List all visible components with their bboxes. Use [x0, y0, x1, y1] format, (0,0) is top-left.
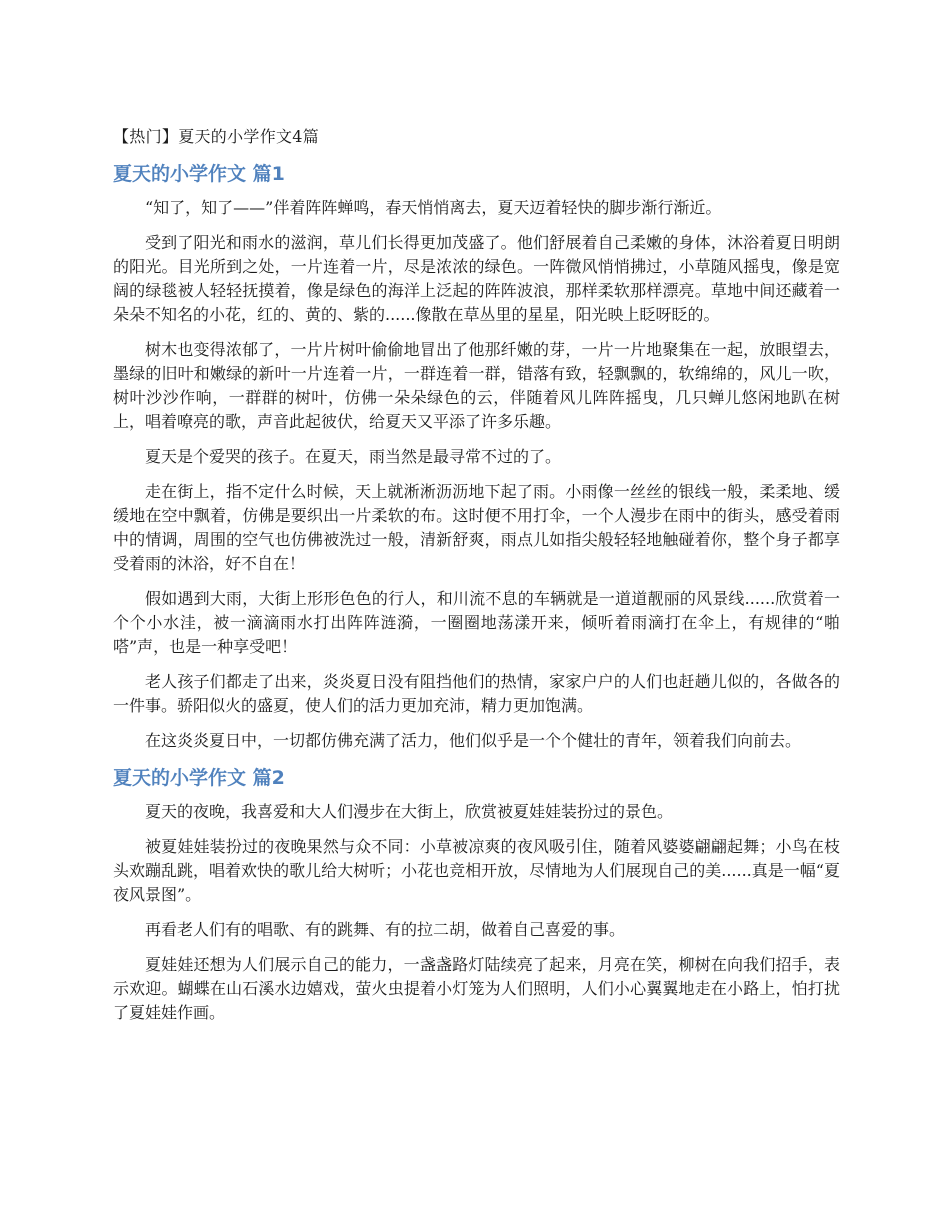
document-page [113, 124, 840, 1036]
section-heading: 夏天的小学作文 篇1 [113, 163, 285, 185]
paragraph: 受到了阳光和雨水的滋润，草儿们长得更加茂盛了。他们舒展着自己柔嫩的身体，沐浴着夏日明朗的阳光。目光所到之处，一片连着一片，尽是浓浓的绿色。一阵微风悄悄拂过，小草随风摇曳，像是宽阔的绿毯被人轻轻抚摸着，像是绿色的海洋上泛起的阵阵波浪，那样柔软那样漂亮。草地中间还藏着一朵朵不知名的小花，红的、黄的、紫的......像散在草丛里的星星，阳光映上眨呀眨的。 [113, 233, 840, 324]
paragraph: “知了，知了——”伴着阵阵蝉鸣，春天悄悄离去，夏天迈着轻快的脚步渐行渐近。 [145, 198, 722, 217]
paragraph: 假如遇到大雨，大街上形形色色的行人，和川流不息的车辆就是一道道靓丽的风景线......欣赏着一个个小水洼，被一滴滴雨水打出阵阵涟漪，一圈圈地荡漾开来，倾听着雨滴打在伞上，有规律的“啪嗒”声，也是一种享受吧！ [113, 589, 840, 656]
paragraph: 夏娃娃还想为人们展示自己的能力，一盏盏路灯陆续亮了起来，月亮在笑，柳树在向我们招手，表示欢迎。蝴蝶在山石溪水边嬉戏，萤火虫提着小灯笼为人们照明，人们小心翼翼地走在小路上，怕打扰了夏娃娃作画。 [113, 955, 840, 1022]
paragraph: 老人孩子们都走了出来，炎炎夏日没有阻挡他们的热情，家家户户的人们也赶趟儿似的，各做各的一件事。骄阳似火的盛夏，使人们的活力更加充沛，精力更加饱满。 [113, 672, 840, 715]
essay-section-1 [113, 160, 840, 753]
section-heading: 夏天的小学作文 篇2 [113, 767, 285, 789]
paragraph: 树木也变得浓郁了，一片片树叶偷偷地冒出了他那纤嫩的芽，一片一片地聚集在一起，放眼望去，墨绿的旧叶和嫩绿的新叶一片连着一片，一群连着一群，错落有致，轻飘飘的，软绵绵的，风儿一吹，树叶沙沙作响，一群群的树叶，仿佛一朵朵绿色的云，伴随着风儿阵阵摇曳，几只蝉儿悠闲地趴在树上，唱着嘹亮的歌，声音此起彼伏，给夏天又平添了许多乐趣。 [113, 340, 840, 431]
paragraph: 夏天的夜晚，我喜爱和大人们漫步在大街上，欣赏被夏娃娃装扮过的景色。 [145, 802, 674, 821]
paragraph: 夏天是个爱哭的孩子。在夏天，雨当然是最寻常不过的了。 [145, 447, 562, 466]
document-title: 【热门】夏天的小学作文4篇 [113, 127, 320, 146]
paragraph: 在这炎炎夏日中，一切都仿佛充满了活力，他们似乎是一个个健壮的青年，领着我们向前去。 [145, 731, 802, 750]
paragraph: 被夏娃娃装扮过的夜晚果然与众不同：小草被凉爽的夜风吸引住，随着风婆婆翩翩起舞；小鸟在枝头欢蹦乱跳，唱着欢快的歌儿给大树听；小花也竞相开放，尽情地为人们展现自己的美......真是一幅“夏夜风景图”。 [113, 837, 840, 904]
paragraph: 走在街上，指不定什么时候，天上就淅淅沥沥地下起了雨。小雨像一丝丝的银线一般，柔柔地、缓缓地在空中飘着，仿佛是要织出一片柔软的布。这时便不用打伞，一个人漫步在雨中的街头，感受着雨中的情调，周围的空气也仿佛被洗过一般，清新舒爽，雨点儿如指尖般轻轻地触碰着你，整个身子都享受着雨的沐浴，好不自在！ [113, 482, 840, 573]
essay-section-2 [113, 764, 840, 1025]
paragraph: 再看老人们有的唱歌、有的跳舞、有的拉二胡，做着自己喜爱的事。 [145, 920, 626, 939]
